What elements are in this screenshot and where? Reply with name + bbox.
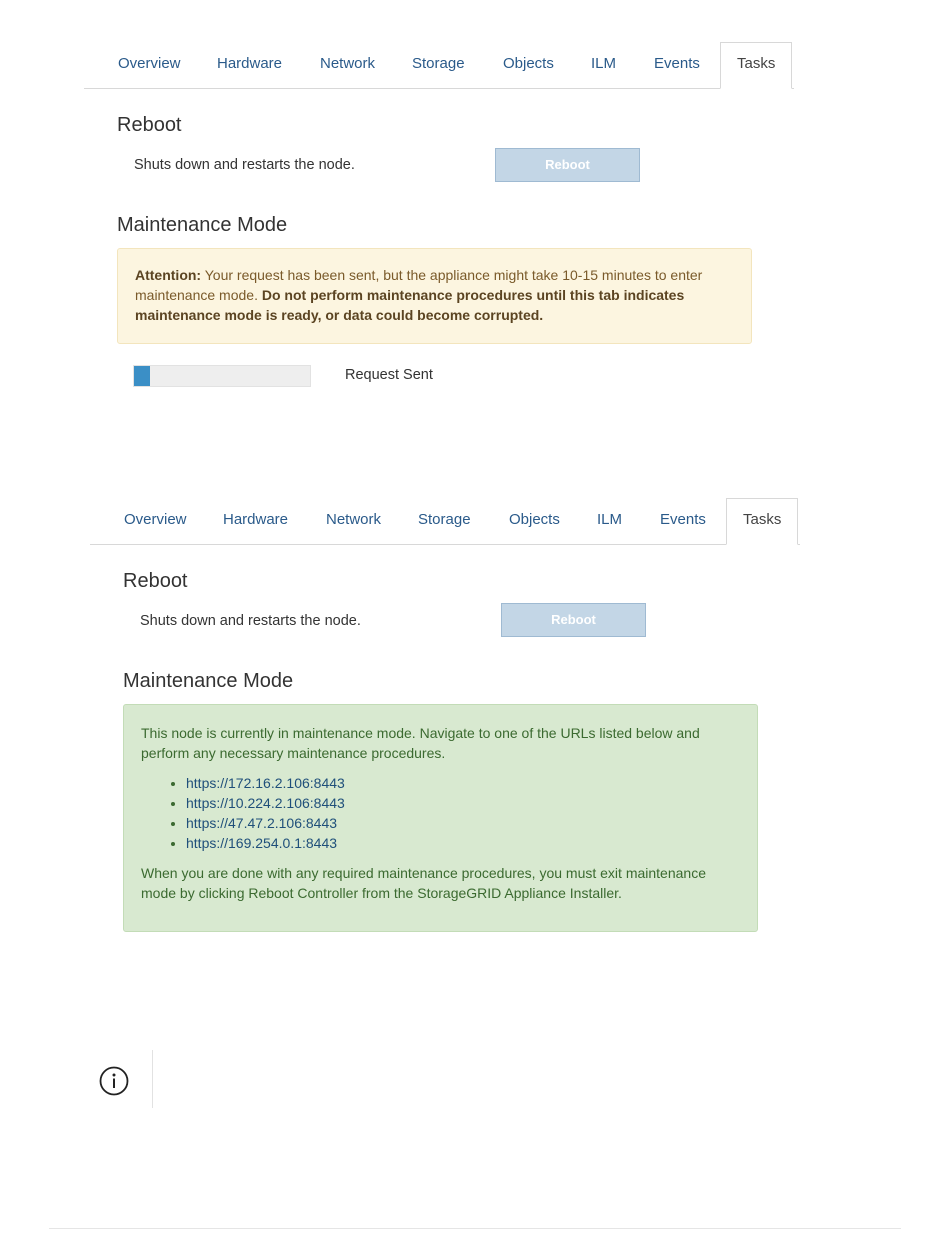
node-panel-maintenance-ready — [90, 498, 810, 901]
tab-hardware[interactable]: Hardware — [217, 55, 283, 72]
tab-bar — [84, 42, 794, 89]
warning-text: Your request has been sent, but the appliance might take 10-15 minutes to enter maintenance mode. — [135, 267, 703, 303]
maintenance-progress-bar — [133, 365, 311, 387]
tab-tasks[interactable]: Tasks — [726, 498, 798, 545]
maintenance-url-link[interactable]: https://172.16.2.106:8443 — [186, 775, 345, 791]
info-circle-icon — [99, 1066, 129, 1096]
maintenance-url-link[interactable]: https://169.254.0.1:8443 — [186, 835, 338, 851]
tab-ilm[interactable]: ILM — [591, 55, 617, 72]
url-list-item — [186, 793, 740, 813]
node-panel-request-sent — [84, 42, 804, 383]
progress-fill — [134, 366, 150, 386]
warning-emphasis: Do not perform maintenance procedures until this tab indicates maintenance mode is ready, or data could become corrupted. — [135, 287, 685, 323]
footer-divider — [49, 1228, 901, 1229]
reboot-heading: Reboot — [117, 114, 182, 136]
tab-overview[interactable]: Overview — [118, 55, 181, 72]
maintenance-mode-heading: Maintenance Mode — [117, 214, 288, 236]
tab-overview[interactable]: Overview — [124, 511, 187, 528]
tab-network[interactable]: Network — [320, 55, 376, 72]
reboot-description: Shuts down and restarts the node. — [140, 613, 361, 629]
tab-objects[interactable]: Objects — [503, 55, 554, 72]
maintenance-url-list — [141, 773, 740, 853]
maintenance-outro-text: When you are done with any required maintenance procedures, you must exit maintenance mode by clicking Reboot Controller from the StorageGRID Appliance Installer. — [141, 865, 706, 901]
url-list-item — [186, 773, 740, 793]
reboot-button[interactable]: Reboot — [495, 148, 640, 182]
maintenance-intro-text: This node is currently in maintenance mode. Navigate to one of the URLs listed below and perform any necessary maintenance procedures. — [141, 725, 700, 761]
tab-tasks[interactable]: Tasks — [720, 42, 792, 89]
maintenance-mode-heading: Maintenance Mode — [123, 670, 294, 692]
warning-alert — [117, 248, 752, 344]
tab-storage[interactable]: Storage — [412, 55, 465, 72]
url-list-item — [186, 833, 740, 853]
maintenance-url-link[interactable]: https://47.47.2.106:8443 — [186, 815, 338, 831]
tab-storage[interactable]: Storage — [418, 511, 471, 528]
tab-network[interactable]: Network — [326, 511, 382, 528]
tab-bar — [90, 498, 800, 545]
warning-label: Attention: — [135, 267, 202, 283]
url-list-item — [186, 813, 740, 833]
reboot-button[interactable]: Reboot — [501, 603, 646, 637]
reboot-heading: Reboot — [123, 570, 188, 592]
tab-events[interactable]: Events — [660, 511, 706, 528]
maintenance-ready-alert — [123, 704, 758, 932]
progress-status-label: Request Sent — [345, 367, 433, 383]
tab-hardware[interactable]: Hardware — [223, 511, 289, 528]
tab-ilm[interactable]: ILM — [597, 511, 623, 528]
maintenance-url-link[interactable]: https://10.224.2.106:8443 — [186, 795, 345, 811]
tab-events[interactable]: Events — [654, 55, 700, 72]
note-divider — [152, 1050, 153, 1108]
tab-objects[interactable]: Objects — [509, 511, 560, 528]
reboot-description: Shuts down and restarts the node. — [134, 157, 355, 173]
